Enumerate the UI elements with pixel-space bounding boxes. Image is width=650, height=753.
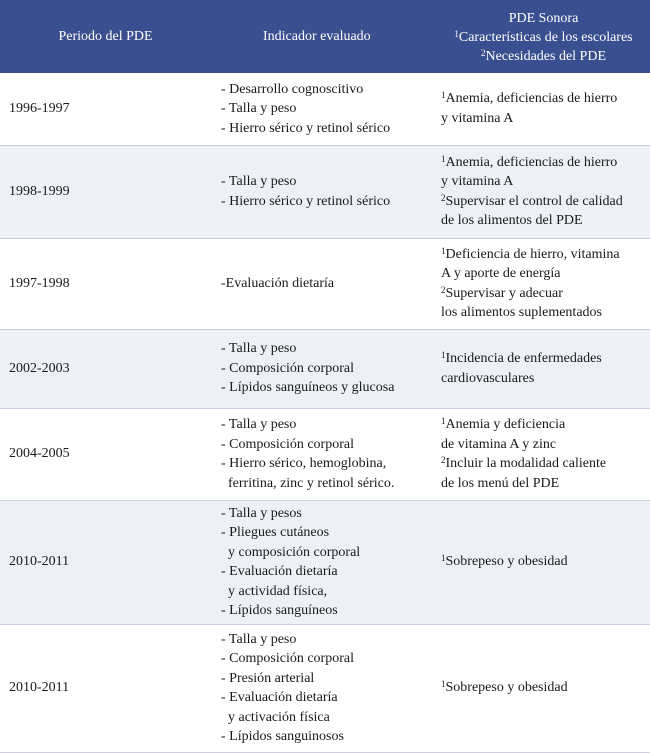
pde-line (441, 284, 644, 304)
indicator-line: y activación física (221, 709, 330, 725)
pde-text: de los alimentos del PDE (441, 213, 583, 228)
pde-text: Deficiencia de hierro, vitamina (445, 246, 620, 262)
indicator-line: y actividad física, (221, 583, 328, 599)
indicator-line: ferritina, zinc y retinol sérico. (221, 475, 395, 491)
header-pde-note2: $^2$Necesidades del PDE (480, 48, 607, 64)
pde-line (441, 153, 644, 173)
indicator-line: - Evaluación dietaría (221, 690, 338, 705)
pde-line (441, 211, 644, 231)
pde-cell (433, 624, 650, 752)
indicator-line: - Composición corporal (221, 360, 354, 376)
pde-text: Anemia, deficiencias de hierro (445, 91, 618, 107)
header-pde-note1: $^1$Características de los escolares (454, 29, 633, 45)
indicator-line: - Talla y peso (221, 341, 297, 357)
indicator-line: - Talla y peso (221, 631, 297, 647)
indicator-line: - Presión arterial (221, 670, 315, 686)
indicator-cell (215, 500, 433, 624)
footnote-mark: 1 (441, 350, 446, 360)
period-cell: 2004-2005 (0, 408, 215, 500)
period-cell: 2002-2003 (0, 329, 215, 408)
pde-line (441, 264, 644, 284)
pde-line (441, 369, 644, 389)
period-cell: 2010-2011 (0, 624, 215, 752)
pde-line (441, 454, 644, 474)
footnote-mark: 1 (441, 679, 446, 690)
indicator-line: - Hierro sérico y retinol sérico (221, 120, 391, 136)
indicator-line: - Lípidos sanguinosos (221, 729, 344, 744)
header-pde-sonora (433, 0, 650, 73)
pde-line (441, 89, 644, 109)
indicator-line: - Composición corporal (221, 651, 354, 666)
footnote-mark: 2 (441, 284, 446, 295)
indicator-line: -Evaluación dietaría (221, 275, 335, 291)
indicator-cell (215, 73, 433, 145)
footnote-mark: 2 (441, 192, 446, 203)
indicator-line: - Lípidos sanguíneos (221, 603, 338, 618)
table-row (0, 624, 650, 752)
pde-text: Incidencia de enfermedades (445, 351, 602, 366)
pde-cell (433, 408, 650, 500)
pde-cell (433, 329, 650, 408)
indicator-cell (215, 408, 433, 500)
pde-cell (433, 73, 650, 145)
pde-text: los alimentos suplementados (441, 305, 602, 320)
header-indicator: Indicador evaluado (215, 0, 433, 73)
indicator-line: - Talla y peso (221, 417, 297, 432)
table-row (0, 238, 650, 329)
pde-line (441, 172, 644, 192)
pde-text: y vitamina A (441, 110, 514, 126)
pde-line (441, 303, 644, 323)
table-row (0, 73, 650, 145)
period-cell: 1997-1998 (0, 238, 215, 329)
period-cell: 1996-1997 (0, 73, 215, 145)
pde-cell (433, 145, 650, 238)
indicator-cell (215, 145, 433, 238)
table-header-row (0, 0, 650, 73)
indicator-line: - Talla y peso (221, 101, 297, 116)
footnote-mark: 1 (441, 153, 446, 164)
indicator-line: - Evaluación dietaría (221, 564, 338, 579)
pde-text: Anemia, deficiencias de hierro (445, 154, 618, 170)
pde-line (441, 552, 644, 572)
indicator-line: - Composición corporal (221, 436, 354, 452)
period-cell: 2010-2011 (0, 500, 215, 624)
footnote-mark: 1 (441, 245, 446, 256)
pde-text: Sobrepeso y obesidad (445, 554, 568, 570)
pde-text: Anemia y deficiencia (445, 417, 566, 432)
pde-cell (433, 238, 650, 329)
pde-cell (433, 500, 650, 624)
indicator-line: - Pliegues cutáneos (221, 525, 330, 540)
pde-line (441, 245, 644, 265)
pde-text: de los menú del PDE (441, 475, 560, 491)
indicator-line: - Talla y peso (221, 174, 297, 189)
indicator-line: - Talla y pesos (221, 505, 302, 521)
indicator-cell (215, 238, 433, 329)
pde-text: de vitamina A y zinc (441, 436, 557, 452)
pde-line (441, 349, 644, 369)
indicator-line: y composición corporal (221, 544, 361, 560)
pde-text: cardiovasculares (441, 370, 535, 386)
pde-text: Supervisar y adecuar (445, 285, 563, 301)
footnote-mark: 1 (441, 553, 446, 564)
indicator-line: - Desarrollo cognoscitivo (221, 81, 364, 97)
pde-line (441, 415, 644, 435)
period-cell: 1998-1999 (0, 145, 215, 238)
pde-text: A y aporte de energía (441, 266, 561, 281)
pde-text: Incluir la modalidad caliente (445, 456, 607, 471)
header-pde-title: PDE Sonora (508, 11, 579, 26)
table-row (0, 329, 650, 408)
table-row (0, 500, 650, 624)
pde-line (441, 435, 644, 455)
footnote-mark: 1 (441, 90, 446, 101)
pde-line (441, 678, 644, 698)
pde-text: y vitamina A (441, 174, 514, 189)
pde-text: Supervisar el control de calidad (445, 193, 623, 209)
header-period: Periodo del PDE (0, 0, 215, 73)
pde-text: Sobrepeso y obesidad (445, 680, 568, 696)
footnote-mark: 1 (441, 416, 446, 426)
footnote-mark: 2 (441, 455, 446, 465)
table-row (0, 408, 650, 500)
indicator-cell (215, 329, 433, 408)
table-row (0, 145, 650, 238)
pde-line (441, 474, 644, 494)
pde-line (441, 109, 644, 129)
indicator-line: - Hierro sérico y retinol sérico (221, 193, 391, 209)
indicator-line: - Lípidos sanguíneos y glucosa (221, 380, 395, 396)
pde-line (441, 192, 644, 212)
indicator-cell (215, 624, 433, 752)
indicator-line: - Hierro sérico, hemoglobina, (221, 456, 387, 471)
